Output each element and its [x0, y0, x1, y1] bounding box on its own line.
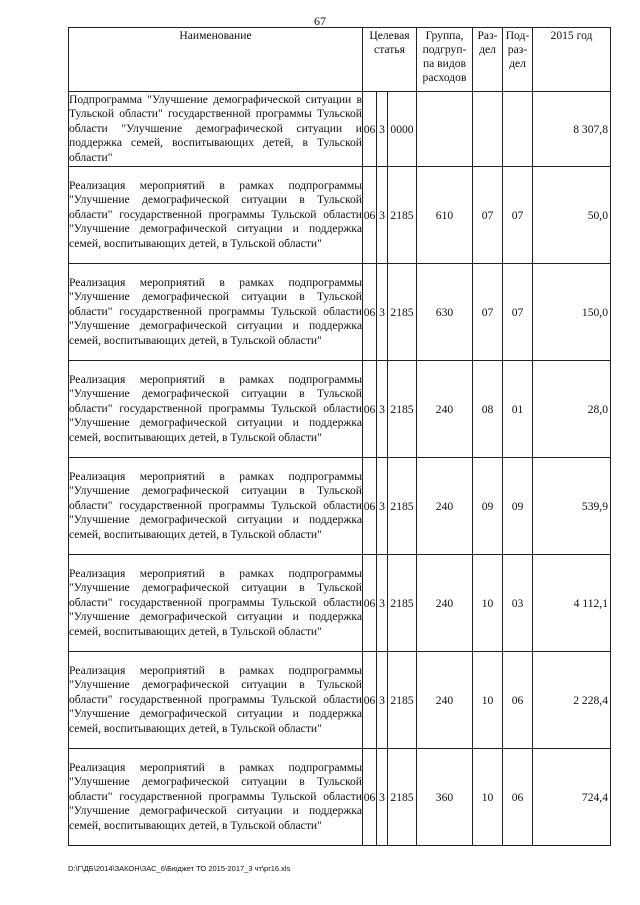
expense-group: 240: [417, 652, 473, 749]
target-item-part3: 0000: [388, 92, 417, 167]
expense-group: 360: [417, 749, 473, 846]
target-item-part3: 2185: [388, 167, 417, 264]
expense-group: 240: [417, 361, 473, 458]
target-item-part3: 2185: [388, 652, 417, 749]
subsection: 09: [503, 458, 533, 555]
subsection: 01: [503, 361, 533, 458]
header-target-item: Целевая статья: [363, 28, 417, 92]
amount-2015: 2 228,4: [533, 652, 611, 749]
row-name: Реализация мероприятий в рамках подпрограммы "Улучшение демографической ситуации в Тульской области" государственной программы Тульской области "Улучшение демографической ситуации и поддержка семей, воспитывающих детей, в Тульской области": [69, 555, 363, 652]
row-name: Реализация мероприятий в рамках подпрограммы "Улучшение демографической ситуации в Тульской области" государственной программы Тульской области "Улучшение демографической ситуации и поддержка семей, воспитывающих детей, в Тульской области": [69, 749, 363, 846]
budget-table: [68, 27, 611, 846]
row-name: Реализация мероприятий в рамках подпрограммы "Улучшение демографической ситуации в Тульской области" государственной программы Тульской области "Улучшение демографической ситуации и поддержка семей, воспитывающих детей, в Тульской области": [69, 264, 363, 361]
subsection: 06: [503, 652, 533, 749]
target-item-part2: 3: [377, 749, 388, 846]
target-item-part1: 06: [363, 749, 377, 846]
header-year-2015: 2015 год: [533, 28, 611, 92]
file-path-footer: D:\Г\ДБ\2014\ЗАКОН\ЗАС_6\Бюджет ТО 2015-2017_3 чт\pr16.xls: [68, 864, 291, 873]
row-name: Подпрограмма "Улучшение демографической ситуации в Тульской области" государственной программы Тульской области "Улучшение демографической ситуации и поддержка семей, воспитывающих детей, в Тульской области": [69, 92, 363, 167]
subsection: [503, 92, 533, 167]
section: 10: [473, 555, 503, 652]
row-name: Реализация мероприятий в рамках подпрограммы "Улучшение демографической ситуации в Тульской области" государственной программы Тульской области "Улучшение демографической ситуации и поддержка семей, воспитывающих детей, в Тульской области": [69, 652, 363, 749]
target-item-part3: 2185: [388, 555, 417, 652]
header-subsection: Под-раз-дел: [503, 28, 533, 92]
amount-2015: 539,9: [533, 458, 611, 555]
table-row: [69, 92, 611, 167]
target-item-part3: 2185: [388, 749, 417, 846]
amount-2015: 4 112,1: [533, 555, 611, 652]
subsection: 07: [503, 167, 533, 264]
page-number: 67: [314, 14, 326, 28]
target-item-part3: 2185: [388, 361, 417, 458]
subsection: 07: [503, 264, 533, 361]
section: 07: [473, 264, 503, 361]
subsection: 03: [503, 555, 533, 652]
expense-group: 240: [417, 555, 473, 652]
table-row: [69, 652, 611, 749]
section: 10: [473, 652, 503, 749]
target-item-part3: 2185: [388, 458, 417, 555]
target-item-part2: 3: [377, 555, 388, 652]
table-row: [69, 749, 611, 846]
header-section: Раз-дел: [473, 28, 503, 92]
target-item-part2: 3: [377, 167, 388, 264]
section: 08: [473, 361, 503, 458]
table-header-row: [69, 28, 611, 92]
target-item-part1: 06: [363, 458, 377, 555]
subsection: 06: [503, 749, 533, 846]
target-item-part2: 3: [377, 652, 388, 749]
amount-2015: 50,0: [533, 167, 611, 264]
table-row: [69, 264, 611, 361]
amount-2015: 28,0: [533, 361, 611, 458]
target-item-part1: 06: [363, 652, 377, 749]
target-item-part2: 3: [377, 264, 388, 361]
expense-group: 610: [417, 167, 473, 264]
table-row: [69, 167, 611, 264]
row-name: Реализация мероприятий в рамках подпрограммы "Улучшение демографической ситуации в Тульской области" государственной программы Тульской области "Улучшение демографической ситуации и поддержка семей, воспитывающих детей, в Тульской области": [69, 167, 363, 264]
target-item-part2: 3: [377, 361, 388, 458]
header-expense-group: Группа, подгруп-па видов расходов: [417, 28, 473, 92]
target-item-part2: 3: [377, 92, 388, 167]
section: 10: [473, 749, 503, 846]
amount-2015: 724,4: [533, 749, 611, 846]
section: [473, 92, 503, 167]
expense-group: 630: [417, 264, 473, 361]
table-row: [69, 361, 611, 458]
target-item-part1: 06: [363, 361, 377, 458]
amount-2015: 8 307,8: [533, 92, 611, 167]
target-item-part1: 06: [363, 555, 377, 652]
amount-2015: 150,0: [533, 264, 611, 361]
row-name: Реализация мероприятий в рамках подпрограммы "Улучшение демографической ситуации в Тульской области" государственной программы Тульской области "Улучшение демографической ситуации и поддержка семей, воспитывающих детей, в Тульской области": [69, 361, 363, 458]
expense-group: 240: [417, 458, 473, 555]
target-item-part1: 06: [363, 92, 377, 167]
target-item-part2: 3: [377, 458, 388, 555]
section: 07: [473, 167, 503, 264]
target-item-part1: 06: [363, 167, 377, 264]
header-name: Наименование: [69, 28, 363, 92]
section: 09: [473, 458, 503, 555]
target-item-part3: 2185: [388, 264, 417, 361]
target-item-part1: 06: [363, 264, 377, 361]
row-name: Реализация мероприятий в рамках подпрограммы "Улучшение демографической ситуации в Тульской области" государственной программы Тульской области "Улучшение демографической ситуации и поддержка семей, воспитывающих детей, в Тульской области": [69, 458, 363, 555]
table-row: [69, 555, 611, 652]
expense-group: [417, 92, 473, 167]
table-row: [69, 458, 611, 555]
